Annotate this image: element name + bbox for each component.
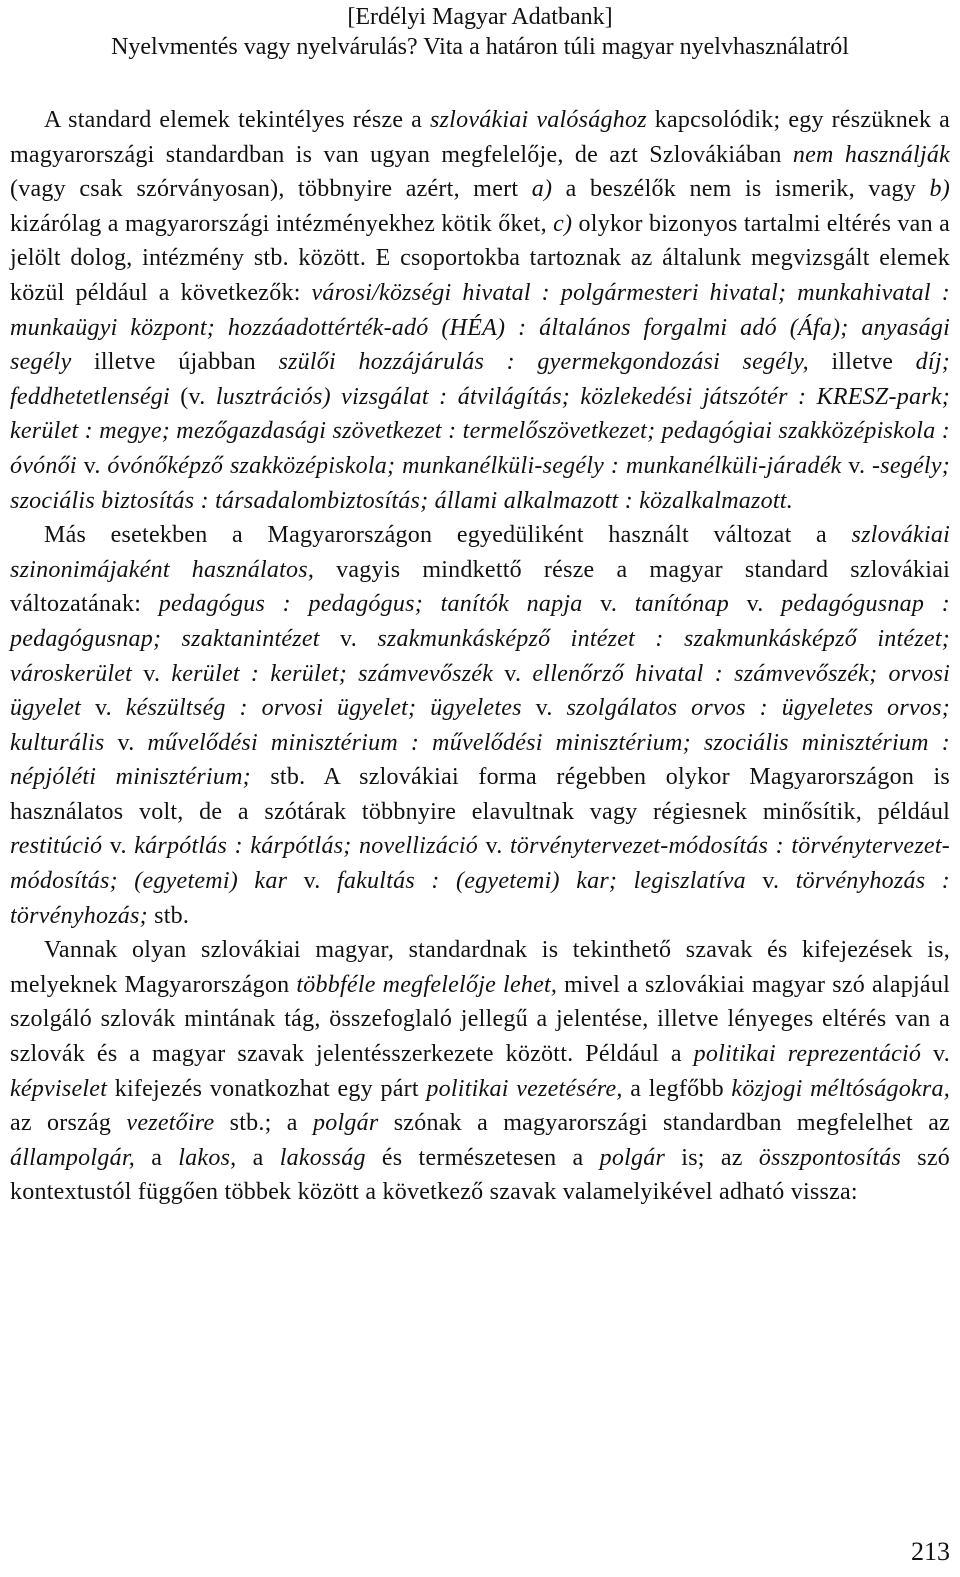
paragraph [10,518,950,933]
italic-run: restitúció [10,833,103,860]
italic-run: kárpótlás : kárpótlás; novellizáció [134,833,479,860]
text-run: stb.; a [214,1110,313,1137]
text-run: v. [493,660,533,687]
text-run: illetve újabban [71,349,279,376]
text-run: a legfőbb [622,1075,732,1102]
italic-run: fakultás : (egyetemi) kar; legiszlatíva [336,868,746,895]
italic-run: díj; feddhetetlenségi [10,349,950,410]
text-run: (v. [169,383,216,410]
text-run: a beszélők nem is ismerik, vagy [552,176,930,203]
italic-run: politikai reprezentáció [693,1041,922,1068]
italic-run: polgár [599,1144,666,1171]
text-run: Más esetekben a Magyarországon egyedüliként használt változat a [44,522,852,549]
italic-run: politikai vezetésére, [426,1075,623,1102]
text-run: szó kontextustól függően többek között a következő szavak valamelyikével adható vissza: [10,1144,950,1206]
italic-run: lakosság [279,1144,366,1171]
document-title: Nyelvmentés vagy nyelvárulás? Vita a határon túli magyar nyelvhasználatról [111,34,849,60]
text-run: vagyis mindkettő része a magyar standard szlovákiai változatának: [10,556,951,618]
text-run: v. [76,452,108,479]
text-run: v. [81,695,126,722]
italic-run: ellenőrző hivatal : számvevőszék; orvosi ügyelet [10,660,950,722]
text-run: v. [287,868,337,895]
italic-run: tanítónap [634,591,729,618]
text-run: az ország [10,1110,127,1137]
paragraph [10,933,950,1210]
text-run: v. [319,625,378,652]
italic-run: törvényhozás : törvényhozás; [10,868,951,929]
text-run: (vagy csak szórványosan), többnyire azért, mert [10,176,532,203]
text-run: v. [478,833,510,860]
text-run: és természetesen a [365,1144,600,1171]
italic-run: képviselet [10,1075,108,1102]
italic-run: polgár [312,1110,379,1137]
body-text [10,103,950,1210]
text-run: kizárólag a magyarországi intézményekhez kötik őket, [10,210,554,237]
text-run: olykor bizonyos tartalmi eltérés van a jelölt dolog, intézmény stb. között. E csoportokba tartoznak az általunk megvizsgált elemek közül például a következők: [10,210,951,306]
italic-run: a) [531,176,553,203]
text-run: illetve [808,349,916,376]
text-run: kapcsolódik; egy részüknek a magyarországi standardban is van ugyan megfelelője, de azt Szlovákiában [10,107,950,168]
text-run: a [135,1144,179,1171]
italic-run: c) [553,210,573,237]
text-run: v. [102,833,135,860]
italic-run: szülői hozzájárulás : gyermekgondozási segély, [278,349,809,376]
italic-run: szlovákiai szinonimájaként használatos, [10,522,950,583]
italic-run: városi/községi hivatal : polgármesteri hivatal; munkahivatal : munkaügyi központ; hozzáadottérték-adó (HÉA) : általános forgalmi adó (Áfa); anyasági segély [10,279,950,376]
italic-run: óvónőképző szakközépiskola; munkanélküli-segély : munkanélküli-járadék [107,452,842,479]
italic-run: pedagógus : pedagógus; tanítók napja [158,591,583,618]
italic-run: többféle megfelelője lehet, [296,971,558,998]
italic-run: állampolgár, [10,1144,136,1171]
text-run: mivel a szlovákiai magyar szó alapjául szolgáló szlovák mintának tág, összefoglaló jellegű a jelentése, illetve lényeges eltérés van a szlovák és a magyar szavak jelentésszerkezete között. Például a [10,971,950,1068]
text-run: is; az [665,1144,759,1171]
italic-run: kerület : kerület; számvevőszék [171,660,494,687]
italic-run: szlovákiai valósághoz [429,107,647,133]
text-run: v. [745,868,796,895]
italic-run: vezetőire [126,1110,215,1137]
text-run: v. [841,452,873,479]
italic-run: lusztrációs) vizsgálat : átvilágítás; közlekedési játszótér : KRESZ-park; kerület : megye; mezőgazdasági szövetkezet : termelőszövetkezet; pedagógiai szakközépiskola : óvónői [10,383,950,479]
italic-run: b) [929,176,950,203]
italic-run: összpontosítás [758,1144,902,1171]
italic-run: törvénytervezet-módosítás : törvénytervezet-módosítás; (egyetemi) kar [10,833,950,895]
text-run: v. [921,1041,950,1068]
text-run: v. [521,695,567,722]
text-run: kifejezés vonatkozhat egy párt [107,1075,427,1102]
italic-run: lakos, [178,1144,237,1171]
italic-run: -segély; szociális biztosítás : társadalombiztosítás; állami alkalmazott : közalkalmazott. [10,452,950,514]
source-label: [Erdélyi Magyar Adatbank] [347,4,613,30]
text-run: Vannak olyan szlovákiai magyar, standardnak is tekinthető szavak és kifejezések is, melyeknek Magyarországon [10,937,950,998]
italic-run: szolgálatos orvos : ügyeletes orvos; kulturális [10,695,950,756]
text-run: szónak a magyarországi standardban megfelelhet az [378,1110,950,1137]
paragraph [10,103,950,518]
italic-run: készültség : orvosi ügyelet; ügyeletes [125,695,522,722]
italic-run: közjogi méltóságokra, [731,1075,950,1102]
text-run: v. [132,660,172,687]
text-run: stb. [147,902,190,929]
italic-run: művelődési minisztérium : művelődési minisztérium; szociális minisztérium : népjóléti minisztérium; [10,729,950,791]
page-number: 213 [911,1537,950,1566]
text-run: A standard elemek tekintélyes része a [44,107,430,133]
text-run: v. [104,729,148,756]
text-run: stb. A szlovákiai forma régebben olykor Magyarországon is használatos volt, de a szótárak többnyire elavultnak vagy régiesnek minősítik, például [10,764,950,825]
italic-run: szakmunkásképző intézet : szakmunkásképző intézet; városkerület [10,625,950,687]
page-header [0,0,960,62]
text-run: a [236,1144,280,1171]
text-run: v. [582,591,635,618]
text-run: v. [728,591,782,618]
italic-run: nem használják [792,141,951,168]
italic-run: pedagógusnap : pedagógusnap; szaktanintézet [10,591,951,652]
